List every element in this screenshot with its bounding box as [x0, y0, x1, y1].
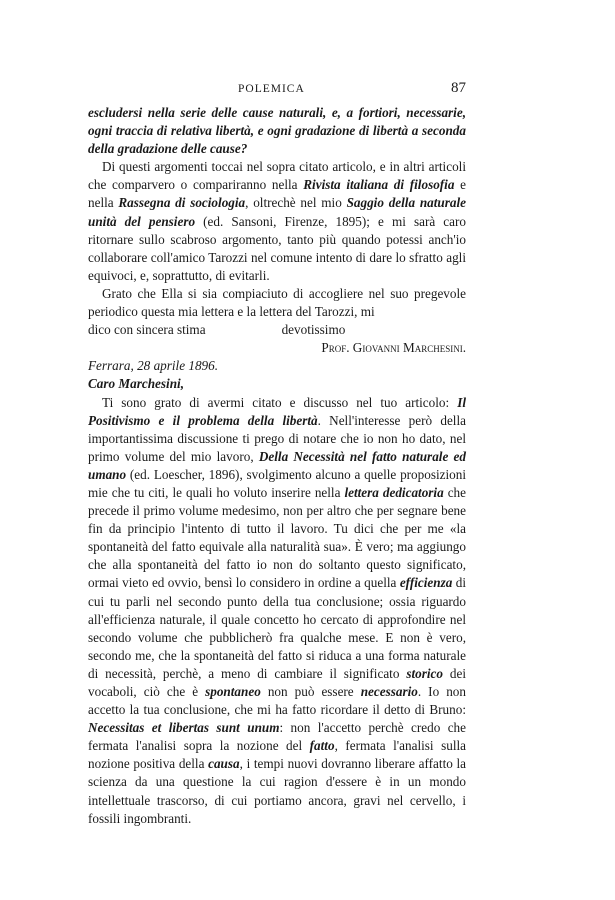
body-text: (ed. Sansoni, Firenze, 1895); e mi sarà caro ritornare sullo scabroso argomento, tanto più quando potessi anch'io collaborare coll'amico Tarozzi nel comune intento di dare lo sfratto agli equivoci, e, soprattutto, di evitarli. — [88, 213, 467, 283]
body-text: di cui tu parli nel secondo punto della tua conclusione; ossia riguardo all'efficienza naturale, il quale concetto ho cercato di approfondire nel secondo volume che pubblicherò fra qualche mese. E non è vero, secondo me, che la spontaneità del fatto si riduca a una forma naturale di necessità, perchè, a meno di cambiare il significato — [88, 575, 466, 681]
closing-line — [88, 321, 466, 339]
book-title-saggio: Saggio della naturale unità del pensiero — [88, 195, 466, 229]
body-text: . Io non accetto la tua conclusione, che mi ha fatto ricordare il detto di Bruno: — [88, 684, 466, 718]
page-text — [88, 104, 466, 828]
emphasis-efficienza: efficienza — [399, 575, 453, 591]
body-text: Ti sono grato di avermi citato e discusso nel tuo articolo: — [102, 394, 458, 410]
book-title-necessita: Della Necessità nel fatto naturale ed umano — [88, 448, 466, 482]
emphasis-necessario: necessario — [360, 684, 418, 699]
page-number: 87 — [451, 80, 466, 96]
body-text: . Nell'interesse però della importantissima discussione ti prego di notare che io non ho dato, nel primo volume del mio lavoro, — [88, 412, 466, 464]
journal-title-rassegna: Rassegna di sociologia — [118, 195, 246, 211]
body-text: Di questi argomenti toccai nel sopra citato articolo, e in altri articoli che comparvero o compariranno nella — [88, 159, 466, 193]
running-title: POLEMICA — [238, 83, 305, 95]
body-text: (ed. Loescher, 1896), svolgimento alcuno a quelle proposizioni mie che tu citi, le quali ho voluto inserire nella — [88, 466, 466, 500]
emphasis-causa: causa — [208, 756, 240, 772]
paragraph-continued — [88, 104, 466, 158]
paragraph-letter — [88, 394, 466, 828]
body-text: e nella — [88, 177, 467, 211]
closing-left: dico con sincera stima — [88, 322, 206, 338]
body-text: : non l'accetto perchè credo che fermata l'analisi sopra la nozione del — [88, 720, 466, 754]
emphasis-fatto: fatto — [309, 738, 335, 754]
salutation: Caro Marchesini, — [88, 376, 184, 392]
page-header — [88, 80, 466, 97]
emphasis-lettera: lettera dedicatoria — [344, 484, 444, 500]
body-text: , i tempi nuovi dovranno liberare affatto la scienza da una questione la cui ragion d'essere è in un mondo intellettuale trascorso, di cui portiamo ancora, gravi nel cervello, i fossili ingombranti. — [88, 756, 467, 826]
emphasis-spontaneo: spontaneo — [205, 684, 261, 699]
paragraph-grato — [88, 285, 466, 321]
emphasis-storico: storico — [406, 665, 443, 681]
emphasis-text: escludersi nella serie delle cause naturali, e, a fortiori, necessarie, ogni traccia di relativa libertà, e ogni gradazione di libertà a seconda della gradazione delle cause? — [88, 105, 466, 157]
signature: Prof. Giovanni Marchesini. — [321, 340, 466, 356]
body-text: Grato che Ella si sia compiaciuto di accogliere nel suo pregevole periodico questa mia lettera e la lettera del Tarozzi, mi — [88, 285, 466, 320]
body-text: , oltrechè nel mio — [245, 195, 347, 211]
closing-right: devotissimo — [281, 322, 346, 338]
body-text: che precede il primo volume medesimo, non per altro che per segnare bene fin da principio l'intento di tutto il lavoro. Tu dici che per me «la spontaneità del fatto equivale alla naturalità sua». È vero; ma aggiungo che alla spontaneità del fatto io non do soltanto questo significato, ormai vieto ed ovvio, bensì lo considero in ordine a quella — [88, 484, 466, 591]
paragraph-argomenti — [88, 158, 466, 285]
article-title: Il Positivismo e il problema della libertà — [88, 394, 466, 428]
dateline: Ferrara, 28 aprile 1896. — [88, 358, 219, 374]
journal-title-rivista: Rivista italiana di filosofia — [303, 177, 455, 193]
body-text: dei vocaboli, ciò che è — [88, 665, 466, 699]
body-text: , fermata l'analisi sulla nozione positiva della — [88, 738, 466, 772]
latin-quote: Necessitas et libertas sunt unum — [88, 720, 280, 736]
body-text: non può essere — [260, 684, 361, 699]
